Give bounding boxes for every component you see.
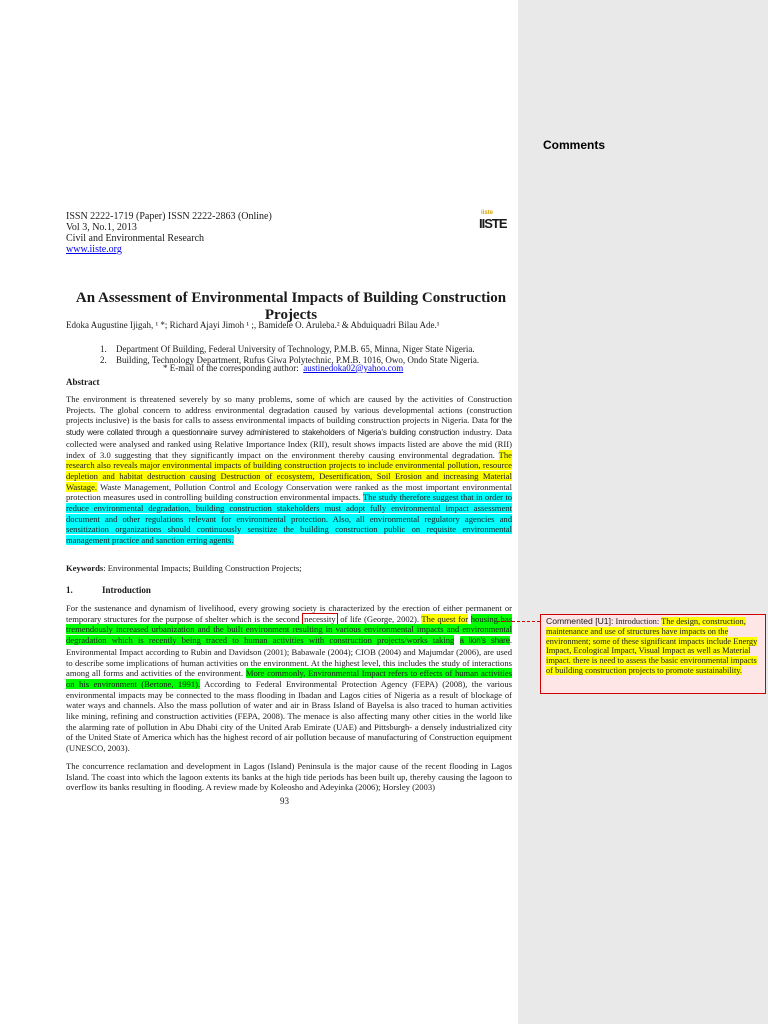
comment-tag: Commented [U1]: bbox=[546, 616, 614, 626]
comment-connector bbox=[497, 621, 540, 623]
journal-header bbox=[66, 211, 386, 255]
paper-title: An Assessment of Environmental Impacts of Building Construction Projects bbox=[75, 290, 507, 323]
journal-name: Civil and Environmental Research bbox=[66, 233, 205, 244]
iiste-logo bbox=[479, 210, 507, 232]
highlight-yellow: The quest for bbox=[421, 613, 469, 624]
section-heading-intro: 1. Introduction bbox=[66, 585, 151, 595]
abstract-text: The environment is threatened severely by so many problems, some of which are caused by the activities of Construction Projects. The global concern to address environmental degradation caused by various developmental actions (construction projects inclusive) is the basis for calls to assess environmental impacts of building construction projects in Nigeria. Data for the study were collated through a questionnaire survey administered to stakeholders of Nigeria’s building construction industry. Data collected were analysed and ranked using Relative Importance Index (RII), result shows impacts listed are above the mid (RII) index of 3.0 suggesting that they significantly impact on the environment thereby causing environmental degradation. The research also reveals major environmental impacts of building construction projects to include environmental pollution, resource depletion and habitat destruction causing Destruction of ecosystem, Desertification, Soil Erosion and increasing Material Wastage. Waste Management, Pollution Control and Ecology Conservation were ranked as the most important environmental protection measures used in controlling building construction environmental impacts. The study therefore suggest that in order to reduce environmental degradation, building construction stakeholders must adopt fully environmental impact assessment document and other regulations relevant for environmental protection. Also, all environmental regulatory agencies and sensitization organizations should continuously sensitize the building construction public on requisite environmental management practice and sanction erring agents. bbox=[66, 394, 512, 546]
email-link[interactable]: austinedoka02@yahoo.com bbox=[303, 363, 404, 373]
comment-anchor[interactable]: necessity bbox=[304, 613, 336, 624]
comment-text: The design, construction, maintenance and use of structures have impacts on the environment; some of these significant impacts include Energy Impact, Ecological Impact, Visual Impact as well as Material impact. there is need to assess the basic environmental impacts of building construction projects to promote sustainability. bbox=[546, 617, 758, 675]
affiliation-item: 2. Building, Technology Department, Rufus Giwa Polytechnic, P.M.B. 1016, Owo, Ondo State Nigeria. bbox=[100, 355, 480, 365]
page-number: 93 bbox=[280, 796, 289, 806]
highlight-cyan: The study therefore suggest that in order to reduce environmental degradation, building construction stakeholders must adopt fully environmental impact assessment document and other regulations relevant for environmental protection. Also, all environmental regulatory agencies and sensitization organizations should continuously sensitize the building construction public on requisite environmental management practice and sanction erring agents. bbox=[66, 492, 512, 546]
highlight-yellow: The research also reveals major environmental impacts of building construction projects to include environmental pollution, resource depletion and habitat destruction causing Destruction of ecosystem, Desertification, Soil Erosion and increasing Material Wastage. bbox=[66, 449, 512, 492]
author-list: Edoka Augustine Ijigah, ¹ *; Richard Ajayi Jimoh ¹ ;, Bamidele O. Aruleba.² & Abduiquadri Bilau Ade.¹ bbox=[66, 320, 440, 330]
journal-url-link[interactable]: www.iiste.org bbox=[66, 244, 122, 255]
intro-paragraph-2: The concurrence reclamation and development in Lagos (Island) Peninsula is the major cause of the recent flooding in Lagos Island. The coast into which the lagoon extents its banks at the high tide periods has been built up, thereby causing the lagoon to overflow its banks resulting in flooding. A review made by Koleosho and Adeyinka (2006); Horsley (2003) bbox=[66, 761, 512, 793]
comments-pane-title: Comments bbox=[543, 138, 606, 152]
keywords-line: Keywords: Environmental Impacts; Building Construction Projects; bbox=[66, 563, 302, 573]
issn-line: ISSN 2222-1719 (Paper) ISSN 2222-2863 (Online) bbox=[66, 211, 272, 222]
intro-paragraph-1: For the sustenance and dynamism of livelihood, every growing society is characterized by the erection of either permanent or temporary structures for the purpose of shelter which is the second necessity of life (George, 2002). The quest for housing has tremendously increased urbanization and the built environment resulting in various environmental impacts and environmental degradation which is recently being traced to human activities with construction projects/works taking a lion’s share. Environmental Impact according to Rubin and Davidson (2001); Babawale (2004); CIOB (2004) and Majumdar (2006), are used to describe some implications of human activities on the environment. At the highest level, this includes the study of interactions among all forms and activities of the environment. More commonly, Environmental Impact refers to effects of human activities on his environment (Bertone, 1991). According to Federal Environmental Protection Agency (FEPA) (2008), the various environmental impacts may be connected to the mass flooding in Ibadan and Lagos cities of Nigeria as a result of blockage of water ways and channels. Also the mass pollution of water and air in Brass Island of Bayelsa is also traced to human activities like mining, refining and construction activities (FEPA, 2008). The menace is also affecting many other cities in the world like the alarming rate of pollution in Abu Dhabi city of the United Arab Emirate (UAE) and Pittsburgh- a densely industrialized city of the United State of America which has the highest record of air pollution because of manufacturing of Construction equipment (UNESCO, 2003). bbox=[66, 603, 512, 754]
logo-top-text: iiste bbox=[481, 210, 494, 216]
corresponding-email: * E-mail of the corresponding author: austinedoka02@yahoo.com bbox=[163, 363, 404, 373]
abstract-heading: Abstract bbox=[66, 377, 100, 387]
highlight-green: housing has tremendously increased urbanization and the built environment resulting in various environmental impacts and environmental degradation which is recently being traced to human activities with construction projects/works taking bbox=[66, 613, 512, 646]
highlight-green: a lion’s share bbox=[459, 636, 510, 646]
logo-main-text: IISTE bbox=[479, 216, 507, 231]
comments-pane bbox=[518, 0, 768, 1024]
highlight-green: More commonly, Environmental Impact refers to effects of human activities on his environment (Bertone, 1991). bbox=[66, 668, 512, 689]
affiliation-item: 1. Department Of Building, Federal University of Technology, P.M.B. 65, Minna, Niger State Nigeria. bbox=[100, 344, 475, 354]
volume-line: Vol 3, No.1, 2013 bbox=[66, 222, 137, 233]
handwritten-line: for the study were collated through a questionnaire survey administered to stakeholders of Nigeria’s building construction bbox=[66, 416, 512, 438]
comment-balloon[interactable]: Commented [U1]: Introduction: The design, construction, maintenance and use of structures have impacts on the environment; some of these significant impacts include Energy Impact, Ecological Impact, Visual Impact as well as Material impact. there is need to assess the basic environmental impacts of building construction projects to promote sustainability. bbox=[540, 614, 766, 694]
